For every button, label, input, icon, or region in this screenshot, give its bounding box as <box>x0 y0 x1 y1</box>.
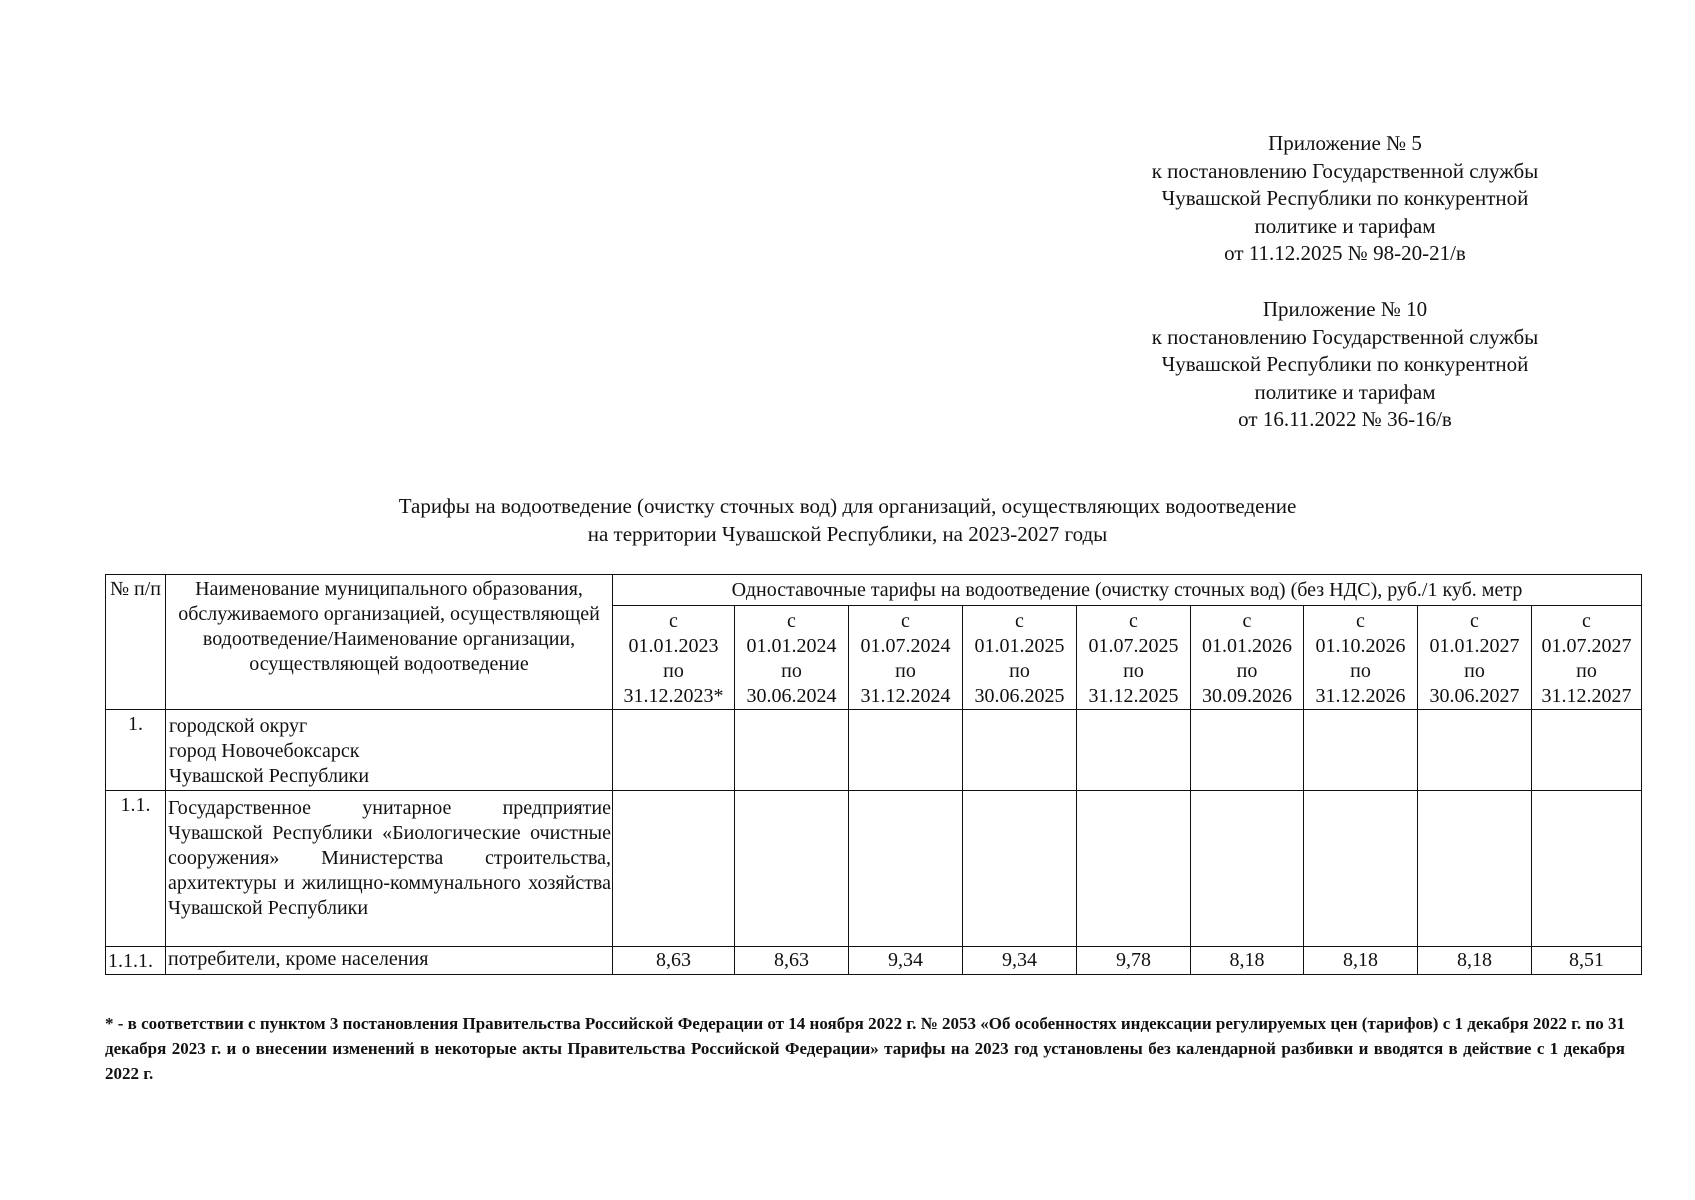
appendix-10-line: Чувашской Республики по конкурентной <box>1161 352 1529 376</box>
period-to-word: по <box>1350 660 1371 682</box>
period-from-word: с <box>787 610 796 632</box>
document-title <box>100 492 1595 548</box>
period-from-date: 01.01.2023 <box>628 635 719 657</box>
period-to-date: 30.06.2024 <box>746 685 837 707</box>
organization-row <box>106 791 1642 947</box>
empty-cell <box>1532 791 1642 947</box>
consumer-category: потребители, кроме населения <box>166 947 613 975</box>
period-header <box>613 606 735 710</box>
tariff-value: 9,34 <box>963 947 1077 975</box>
period-from-date: 01.01.2025 <box>974 635 1065 657</box>
municipality-line: городской округ <box>169 715 308 737</box>
empty-cell <box>1191 710 1304 791</box>
period-from-date: 01.07.2027 <box>1541 635 1632 657</box>
title-line-1: Тарифы на водоотведение (очистку сточных вод) для организаций, осуществляющих водоотведение <box>398 494 1297 518</box>
tariff-value: 8,18 <box>1418 947 1532 975</box>
period-from-word: с <box>901 610 910 632</box>
period-from-word: с <box>1356 610 1365 632</box>
period-header <box>1532 606 1642 710</box>
title-line-2: на территории Чувашской Республики, на 2023-2027 годы <box>587 522 1108 546</box>
empty-cell <box>963 791 1077 947</box>
appendix-10-line: Приложение № 10 <box>1262 297 1428 321</box>
footnote: * - в соответствии с пунктом 3 постановления Правительства Российской Федерации от 14 ноября 2022 г. № 2053 «Об особенностях индексации регулируемых цен (тарифов) с 1 декабря 2022 г. по 31 декабря 2023 г. и о внесении изменений в некоторые акты Правительства Российской Федерации» тарифы на 2023 год установлены без календарной разбивки и вводятся в действие с 1 декабря 2022 г. <box>105 1014 1625 1083</box>
appendix-10-header <box>1110 296 1580 434</box>
empty-cell <box>1191 791 1304 947</box>
period-header <box>1304 606 1418 710</box>
municipality-name <box>166 710 613 791</box>
period-header <box>849 606 963 710</box>
period-to-word: по <box>781 660 802 682</box>
appendix-5-header <box>1110 130 1580 268</box>
tariff-value: 8,18 <box>1304 947 1418 975</box>
period-to-date: 31.12.2024 <box>860 685 951 707</box>
empty-cell <box>1304 710 1418 791</box>
municipality-line: Чувашской Республики <box>169 765 370 787</box>
period-to-date: 31.12.2025 <box>1088 685 1179 707</box>
appendix-10-line: от 16.11.2022 № 36-16/в <box>1238 407 1452 431</box>
tariff-value: 8,51 <box>1532 947 1642 975</box>
header-tariffs-group: Одноставочные тарифы на водоотведение (очистку сточных вод) (без НДС), руб./1 куб. метр <box>613 575 1642 606</box>
empty-cell <box>1077 791 1191 947</box>
period-header <box>1191 606 1304 710</box>
empty-cell <box>849 710 963 791</box>
header-row-number: № п/п <box>106 575 166 710</box>
period-from-date: 01.01.2024 <box>746 635 837 657</box>
empty-cell <box>1077 710 1191 791</box>
empty-cell <box>1418 791 1532 947</box>
period-to-word: по <box>1576 660 1597 682</box>
row-number: 1. <box>106 710 166 791</box>
appendix-5-line: к постановлению Государственной службы <box>1151 158 1539 183</box>
period-to-date: 31.12.2026 <box>1315 685 1406 707</box>
period-from-word: с <box>1470 610 1479 632</box>
municipality-line: город Новочебоксарск <box>169 740 360 762</box>
empty-cell <box>1532 710 1642 791</box>
period-from-date: 01.10.2026 <box>1315 635 1406 657</box>
empty-cell <box>735 710 849 791</box>
period-to-date: 31.12.2023* <box>623 685 724 707</box>
period-to-word: по <box>1123 660 1144 682</box>
empty-cell <box>613 710 735 791</box>
appendix-10-line: политике и тарифам <box>1254 379 1436 404</box>
row-number: 1.1. <box>106 791 166 947</box>
tariff-value: 8,18 <box>1191 947 1304 975</box>
period-from-word: с <box>1015 610 1024 632</box>
tariffs-table <box>105 574 1642 975</box>
tariff-value: 9,78 <box>1077 947 1191 975</box>
empty-cell <box>849 791 963 947</box>
period-to-date: 30.06.2027 <box>1429 685 1520 707</box>
period-from-word: с <box>1242 610 1252 632</box>
period-to-word: по <box>895 660 916 682</box>
period-to-word: по <box>663 660 684 682</box>
period-to-date: 30.09.2026 <box>1202 685 1292 707</box>
appendix-5-line: Приложение № 5 <box>1268 131 1422 155</box>
period-to-word: по <box>1009 660 1030 682</box>
appendix-5-line: от 11.12.2025 № 98-20-21/в <box>1224 241 1466 265</box>
period-to-date: 31.12.2027 <box>1541 685 1632 707</box>
empty-cell <box>1304 791 1418 947</box>
period-header <box>1418 606 1532 710</box>
period-from-date: 01.01.2026 <box>1202 635 1292 657</box>
consumers-row <box>106 947 1642 975</box>
period-from-date: 01.07.2024 <box>860 635 951 657</box>
empty-cell <box>1418 710 1532 791</box>
period-to-word: по <box>1236 660 1258 682</box>
period-to-date: 30.06.2025 <box>974 685 1065 707</box>
period-from-date: 01.01.2027 <box>1429 635 1520 657</box>
tariff-value: 8,63 <box>735 947 849 975</box>
empty-cell <box>613 791 735 947</box>
empty-cell <box>735 791 849 947</box>
period-header <box>735 606 849 710</box>
period-to-word: по <box>1464 660 1485 682</box>
period-from-word: с <box>669 610 678 632</box>
tariff-value: 9,34 <box>849 947 963 975</box>
municipality-row <box>106 710 1642 791</box>
period-from-date: 01.07.2025 <box>1088 635 1179 657</box>
period-from-word: с <box>1129 610 1138 632</box>
period-header <box>1077 606 1191 710</box>
appendix-10-line: к постановлению Государственной службы <box>1151 324 1539 349</box>
organization-name: Государственное унитарное предприятие Чувашской Республики «Биологические очистные сооружения» Министерства строительства, архитектуры и жилищно-коммунального хозяйства Чувашской Республики <box>166 791 613 947</box>
appendix-5-line: политике и тарифам <box>1254 213 1436 238</box>
row-number: 1.1.1. <box>106 947 166 975</box>
header-organization-name: Наименование муниципального образования, обслуживаемого организацией, осуществляющей водоотведение/Наименование организации, осуществляющей водоотведение <box>166 575 613 710</box>
period-from-word: с <box>1582 610 1591 632</box>
appendix-5-line: Чувашской Республики по конкурентной <box>1161 186 1529 210</box>
period-header <box>963 606 1077 710</box>
tariff-value: 8,63 <box>613 947 735 975</box>
empty-cell <box>963 710 1077 791</box>
